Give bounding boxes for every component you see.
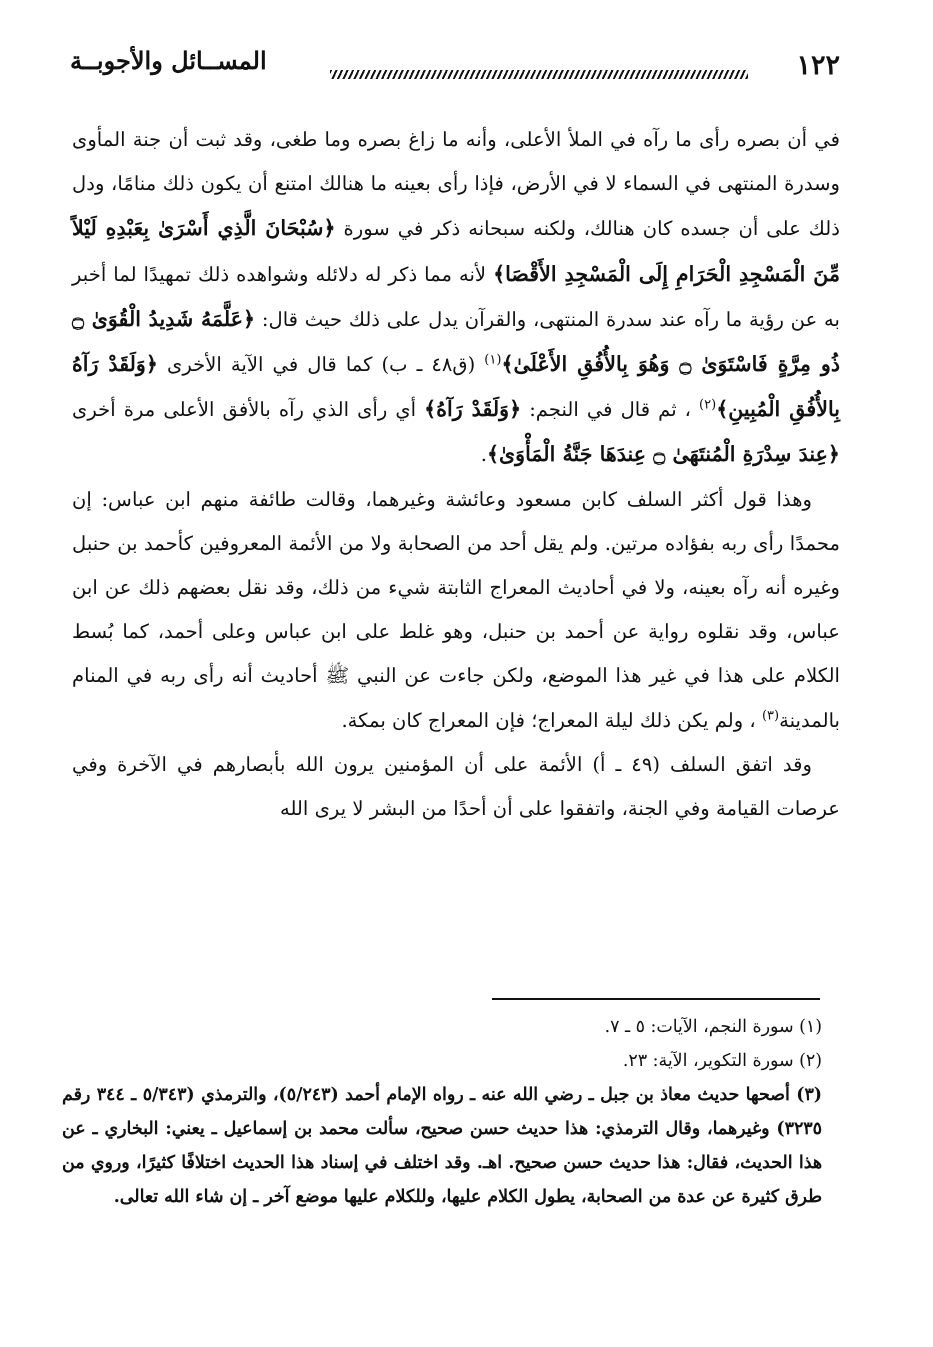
page-number: ١٢٢ [796,50,840,81]
footnotes [62,1010,822,1214]
paragraph [72,478,840,743]
footnote-marker[interactable]: (١) [484,352,502,368]
text-segment: في أن بصره رأى ما رآه في الملأ الأعلى، وأنه ما زاغ بصره وما طغى، وقد ثبت أن جنة المأوى وسدرة المنتهى في السماء لا في الأرض، فإذا رأى بعينه ما هنالك امتنع أن يكون ذلك منامًا، ودل ذلك على أن جسده كان هنالك، ولكنه سبحانه ذكر في سورة [72,128,840,241]
quran-verse: ﴿عَلَّمَهُ شَدِيدُ الْقُوَىٰ ۝ ذُو مِرَّةٍ فَاسْتَوَىٰ ۝ وَهُوَ بِالأُفُقِ الأَعْلَىٰ﴾ [72,306,841,377]
quran-verse: ﴿سُبْحَانَ الَّذِي أَسْرَىٰ بِعَبْدِهِ لَيْلاً مِّنَ الْمَسْجِدِ الْحَرَامِ إِلَى الْمَسْجِدِ الأَقْصَا﴾ [72,216,841,286]
main-text [72,118,840,831]
running-title: المســائل والأجوبــة [70,46,267,75]
footnote: (٢) سورة التكوير، الآية: ٢٣. [622,1051,822,1071]
paragraph [72,118,840,478]
page-header [70,40,840,96]
text-segment: وهذا قول أكثر السلف كابن مسعود وعائشة وغيرهما، وقالت طائفة منهم ابن عباس: إن محمدًا رأى ربه بفؤاده مرتين. ولم يقل أحد من الصحابة ولا من الأئمة المعروفين كأحمد بن حنبل وغيره أنه رآه بعينه، ولا في أحاديث المعراج الثابتة شيء من ذلك، وقد نقل بعضهم ذلك عن ابن عباس، وقد نقلوه رواية عن أحمد بن حنبل، وهو غلط على ابن عباس وعلى أحمد، كما بُسط الكلام على هذا في غير هذا الموضع، ولكن جاءت عن النبي ﷺ أحاديث أنه رأى ربه في المنام بالمدينة [72,487,840,732]
quran-verse: ﴿عِندَ سِدْرَةِ الْمُنتَهَىٰ ۝ عِندَهَا جَنَّةُ الْمَأْوَىٰ﴾ [486,442,840,467]
text-segment: ، ثم قال في النجم: [521,398,700,422]
header-rule [330,70,748,79]
quran-verse: ﴿وَلَقَدْ رَآهُ بِالأُفُقِ الْمُبِينِ﴾ [72,352,841,422]
footnote: (١) سورة النجم، الآيات: ٥ ـ ٧. [604,1017,822,1037]
footnote-separator [492,998,820,1000]
text-segment: (ق٤٨ ـ ب) كما قال في الآية الأخرى [157,353,485,377]
paragraph: وقد اتفق السلف (٤٩ ـ أ) الأئمة على أن المؤمنين يرون الله بأبصارهم في الآخرة وفي عرصات القيامة وفي الجنة، واتفقوا على أن أحدًا من البشر لا يرى الله [72,752,840,821]
text-segment: . [480,443,487,467]
footnote: (٣) أصحها حديث معاذ بن جبل ـ رضي الله عنه ـ رواه الإمام أحمد (٥/٢٤٣)، والترمذي (٥/٣٤٣ ـ ٣٤٤ رقم ٣٢٣٥) وغيرهما، وقال الترمذي: هذا حديث حسن صحيح، سألت محمد بن إسماعيل ـ يعني: البخاري ـ عن هذا الحديث، فقال: هذا حديث حسن صحيح. اهـ. وقد اختلف في إسناد هذا الحديث اختلافًا كثيرًا، وروي من طرق كثيرة عن عدة من الصحابة، يطول الكلام عليها، وللكلام عليها موضع آخر ـ إن شاء الله تعالى. [62,1085,823,1207]
footnote-marker[interactable]: (٣) [761,708,780,724]
text-segment: ، ولم يكن ذلك ليلة المعراج؛ فإن المعراج كان بمكة. [341,708,762,732]
text-segment: أي رأى الذي رآه بالأفق الأعلى مرة أخرى [72,398,425,422]
footnote-marker[interactable]: (٢) [699,397,717,413]
text-segment: لأنه مما ذكر له دلائله وشواهده ذلك تمهيدًا لما أخبر به عن رؤية ما رآه عند سدرة المنتهى، والقرآن يدل على ذلك حيث قال: [72,262,840,331]
quran-verse: ﴿وَلَقَدْ رَآهُ﴾ [424,397,522,422]
